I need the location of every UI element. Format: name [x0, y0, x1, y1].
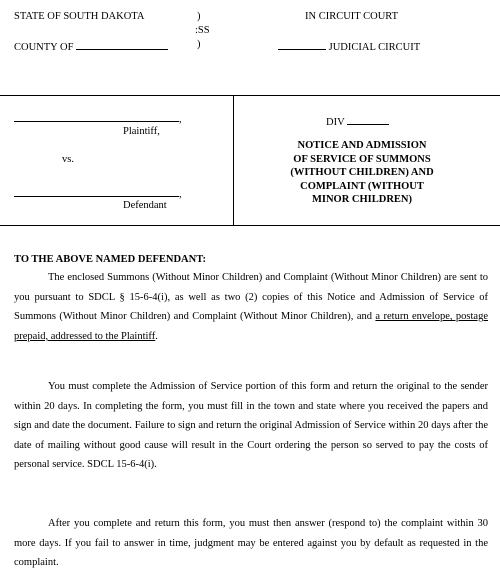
- document-title: [262, 139, 462, 207]
- county-line: [14, 38, 168, 55]
- versus-label: vs.: [62, 154, 74, 165]
- judicial-circuit-label: JUDICIAL CIRCUIT: [328, 42, 421, 53]
- paragraph-enclosures: [14, 268, 488, 346]
- circuit-number-blank[interactable]: [278, 38, 326, 50]
- division-line: [326, 113, 389, 130]
- county-label: COUNTY OF: [14, 42, 74, 53]
- defendant-label: Defendant: [123, 200, 167, 211]
- caption-bottom-rule: [0, 225, 500, 226]
- caption-paren-1: ): [197, 11, 201, 22]
- plaintiff-name-blank[interactable]: [14, 110, 179, 122]
- paragraph-answer-deadline: [14, 514, 488, 573]
- defendant-name-blank[interactable]: [14, 185, 179, 197]
- caption-divider: [233, 95, 234, 225]
- title-line: MINOR CHILDREN): [311, 194, 413, 205]
- defendant-comma: ,: [179, 189, 182, 200]
- paragraph-answer-text: After you complete and return this form, you must then answer (respond to) the complaint within 30 more days. If you fail to answer in time, judgment may be entered against you by default as requested in the complaint.: [14, 518, 488, 569]
- court-line: IN CIRCUIT COURT: [305, 11, 399, 22]
- caption-top-rule: [0, 95, 500, 96]
- ss-mark: :SS: [195, 25, 210, 36]
- division-label: DIV: [326, 117, 345, 128]
- judicial-circuit-line: [278, 38, 420, 55]
- state-line: STATE OF SOUTH DAKOTA: [14, 11, 145, 22]
- return-envelope-clause: a return envelope, postage prepaid, addressed to the Plaintiff: [14, 311, 488, 342]
- paragraph-admission-instructions: [14, 377, 488, 475]
- title-line: NOTICE AND ADMISSION: [297, 140, 427, 151]
- title-line: (WITHOUT CHILDREN) AND: [290, 167, 434, 178]
- title-line: COMPLAINT (WITHOUT: [300, 180, 424, 192]
- paragraph-admission-text: You must complete the Admission of Service portion of this form and return the original to the sender within 20 days. In completing the form, you must fill in the town and state where you received the papers and sign and date the document. Failure to sign and return the original Admission of Service within 20 days after the date of mailing without good cause will result in the Court ordering the person so served to pay the costs of personal service. SDCL 15-6-4(i).: [14, 381, 488, 471]
- paragraph-enclosures-end: .: [155, 330, 158, 342]
- plaintiff-label: Plaintiff,: [123, 126, 160, 137]
- caption-paren-2: ): [197, 39, 201, 50]
- title-line: OF SERVICE OF SUMMONS: [293, 153, 431, 165]
- plaintiff-comma: ,: [179, 114, 182, 125]
- addressee-heading: TO THE ABOVE NAMED DEFENDANT:: [14, 254, 206, 265]
- county-blank[interactable]: [76, 38, 168, 50]
- division-blank[interactable]: [347, 113, 389, 125]
- paragraph-enclosures-text: The enclosed Summons (Without Minor Children) and Complaint (Without Minor Children) are sent to you pursuant to SDCL § 15-6-4(i), as well as two (2) copies of this Notice and Admission of Service of Summons (Without Minor Children) and Complaint (Without Minor Children), and: [14, 272, 488, 323]
